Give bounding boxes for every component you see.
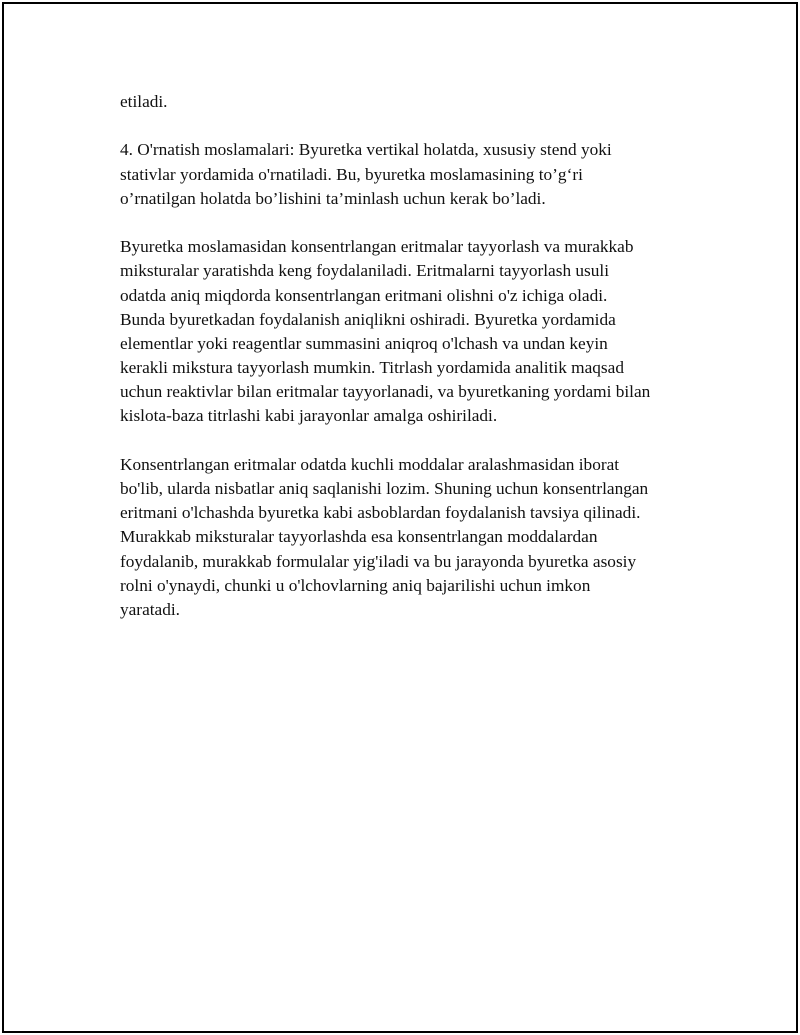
text-line: eritmani o'lchashda byuretka kabi asboblardan foydalanish tavsiya qilinadi. [120, 503, 641, 523]
text-line: stativlar yordamida o'rnatiladi. Bu, byuretka moslamasining to’g‘ri [120, 164, 583, 184]
text-line: rolni o'ynaydi, chunki u o'lchovlarning aniq bajarilishi uchun imkon [120, 575, 591, 595]
document-body [120, 90, 695, 646]
text-line: kerakli mikstura tayyorlash mumkin. Titrlash yordamida analitik maqsad [120, 358, 624, 378]
text-line: yaratadi. [120, 599, 180, 619]
page-frame [2, 2, 798, 1033]
paragraph-continuation [120, 90, 695, 114]
text-line: Bunda byuretkadan foydalanish aniqlikni oshiradi. Byuretka yordamida [120, 309, 616, 329]
text-line: odatda aniq miqdorda konsentrlangan eritmani olishni o'z ichiga oladi. [120, 285, 608, 305]
text-line: 4. O'rnatish moslamalari: Byuretka vertikal holatda, xususiy stend yoki [120, 140, 612, 160]
text-line: uchun reaktivlar bilan eritmalar tayyorlanadi, va byuretkaning yordami bilan [120, 382, 651, 402]
text-line: elementlar yoki reagentlar summasini aniqroq o'lchash va undan keyin [120, 333, 608, 353]
text-line: Murakkab miksturalar tayyorlashda esa konsentrlangan moddalardan [120, 527, 598, 547]
text-line: o’rnatilgan holatda bo’lishini ta’minlash uchun kerak bo’ladi. [120, 188, 546, 208]
text-line: miksturalar yaratishda keng foydalaniladi. Eritmalarni tayyorlash usuli [120, 261, 610, 281]
text-line: kislota-baza titrlashi kabi jarayonlar amalga oshiriladi. [120, 406, 498, 426]
paragraph-concentrated-solutions [120, 453, 695, 622]
text-line: etiladi. [120, 92, 168, 111]
text-line: Konsentrlangan eritmalar odatda kuchli moddalar aralashmasidan iborat [120, 454, 620, 474]
paragraph-mounting-devices [120, 138, 695, 211]
text-line: Byuretka moslamasidan konsentrlangan eritmalar tayyorlash va murakkab [120, 237, 634, 257]
text-line: foydalanib, murakkab formulalar yig'iladi va bu jarayonda byuretka asosiy [120, 551, 637, 571]
paragraph-solution-preparation [120, 235, 695, 429]
text-line: bo'lib, ularda nisbatlar aniq saqlanishi lozim. Shuning uchun konsentrlangan [120, 479, 649, 498]
